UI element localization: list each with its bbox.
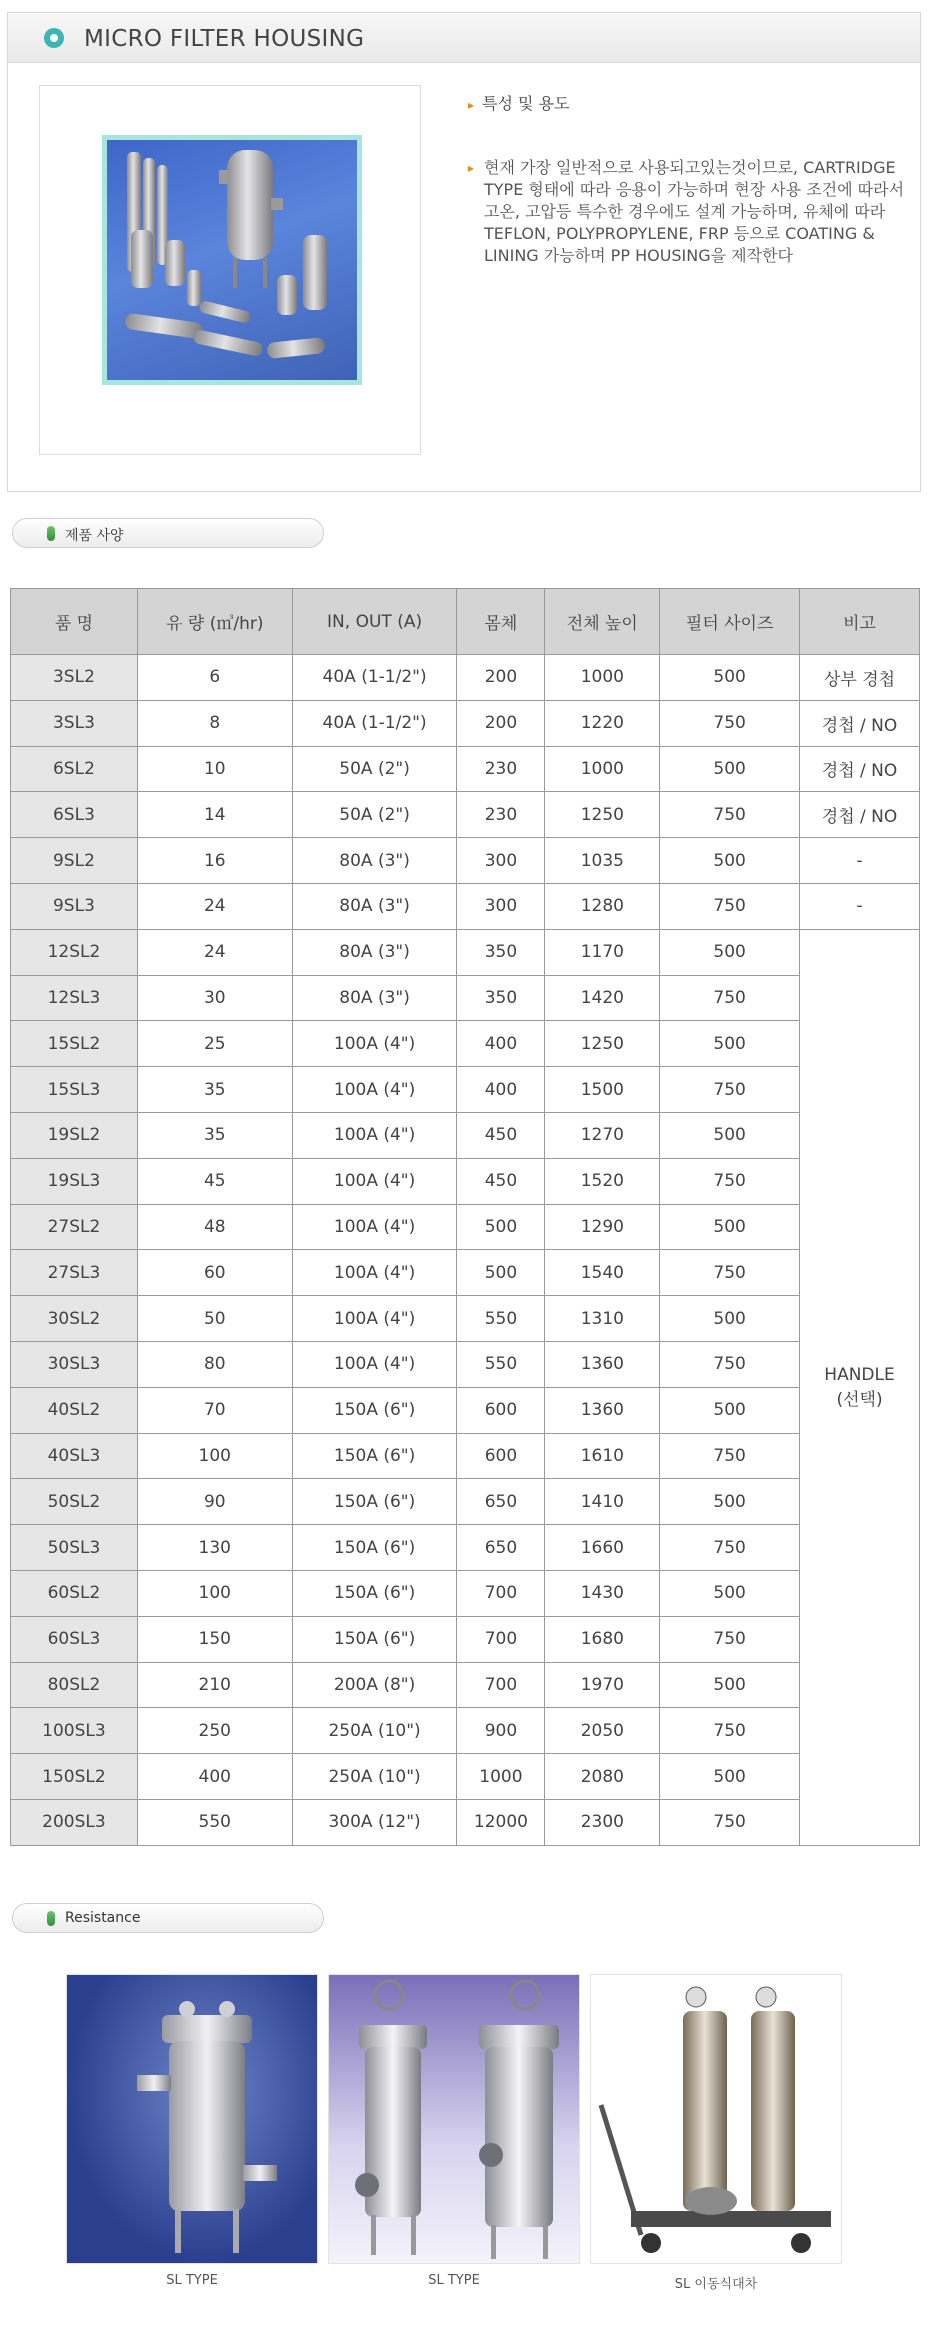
table-row: [11, 1708, 920, 1754]
table-cell: 750: [660, 1433, 800, 1479]
table-row: [11, 838, 920, 884]
col-header-height: 전체 높이: [545, 589, 660, 655]
table-cell: 650: [457, 1525, 545, 1571]
table-cell: 1360: [545, 1387, 660, 1433]
table-cell: 750: [660, 792, 800, 838]
table-row: [11, 1067, 920, 1113]
model-name-cell: 40SL2: [11, 1387, 138, 1433]
model-name-cell: 30SL3: [11, 1341, 138, 1387]
table-cell: 2300: [545, 1799, 660, 1845]
table-cell: 500: [660, 1112, 800, 1158]
table-cell: 500: [457, 1250, 545, 1296]
table-cell: 80A (3"): [292, 975, 457, 1021]
table-cell: 750: [660, 1067, 800, 1113]
table-row: [11, 975, 920, 1021]
table-cell: 100A (4"): [292, 1067, 457, 1113]
table-cell: 1270: [545, 1112, 660, 1158]
table-cell: 500: [660, 838, 800, 884]
feature-description: [468, 157, 908, 267]
table-cell: 8: [137, 700, 292, 746]
table-cell: 100A (4"): [292, 1204, 457, 1250]
table-cell: 150A (6"): [292, 1570, 457, 1616]
table-cell: 35: [137, 1112, 292, 1158]
model-name-cell: 60SL3: [11, 1616, 138, 1662]
table-cell: 45: [137, 1158, 292, 1204]
table-cell: 1500: [545, 1067, 660, 1113]
table-cell: 70: [137, 1387, 292, 1433]
table-row: [11, 655, 920, 701]
table-cell: 6: [137, 655, 292, 701]
table-cell: 500: [660, 1296, 800, 1342]
product-photo-sl-type-1: [66, 1974, 318, 2264]
table-cell: 1420: [545, 975, 660, 1021]
model-name-cell: 12SL3: [11, 975, 138, 1021]
table-cell: 350: [457, 975, 545, 1021]
table-row: [11, 1799, 920, 1845]
sl-mobile-cart-illustration: [591, 1975, 842, 2264]
product-photo-sl-type-2: [328, 1974, 580, 2264]
table-cell: 600: [457, 1387, 545, 1433]
col-header-name: 품 명: [11, 589, 138, 655]
table-cell: 300: [457, 838, 545, 884]
table-cell: 750: [660, 1616, 800, 1662]
table-cell: 500: [660, 1754, 800, 1800]
table-cell: 24: [137, 883, 292, 929]
spec-table: [10, 588, 920, 1846]
model-name-cell: 80SL2: [11, 1662, 138, 1708]
table-cell: 경첩 / NO: [800, 700, 920, 746]
product-caption-2: SL TYPE: [428, 2273, 480, 2288]
table-cell: 100: [137, 1433, 292, 1479]
table-cell: 50A (2"): [292, 746, 457, 792]
table-cell: 250: [137, 1708, 292, 1754]
table-cell: 750: [660, 700, 800, 746]
resistance-section-label: Resistance: [65, 1910, 141, 1926]
table-cell: 500: [660, 1204, 800, 1250]
table-row: [11, 1479, 920, 1525]
table-cell: -: [800, 838, 920, 884]
table-row: [11, 1570, 920, 1616]
green-pill-icon: [47, 1911, 55, 1926]
handle-note-line2: (선택): [836, 1389, 883, 1410]
table-cell: 150A (6"): [292, 1616, 457, 1662]
model-name-cell: 27SL3: [11, 1250, 138, 1296]
model-name-cell: 100SL3: [11, 1708, 138, 1754]
col-header-filter-size: 필터 사이즈: [660, 589, 800, 655]
model-name-cell: 3SL3: [11, 700, 138, 746]
table-cell: 100A (4"): [292, 1341, 457, 1387]
col-header-note: 비고: [800, 589, 920, 655]
table-cell: 1660: [545, 1525, 660, 1571]
table-cell: 750: [660, 1525, 800, 1571]
table-cell: 1000: [545, 655, 660, 701]
model-name-cell: 9SL2: [11, 838, 138, 884]
table-cell: 500: [660, 1021, 800, 1067]
table-cell: 1170: [545, 929, 660, 975]
table-row: [11, 1616, 920, 1662]
table-cell: 100A (4"): [292, 1158, 457, 1204]
table-cell: 210: [137, 1662, 292, 1708]
table-cell: 40A (1-1/2"): [292, 655, 457, 701]
table-cell: 230: [457, 746, 545, 792]
model-name-cell: 50SL2: [11, 1479, 138, 1525]
table-row: [11, 700, 920, 746]
model-name-cell: 19SL3: [11, 1158, 138, 1204]
table-cell: 80A (3"): [292, 838, 457, 884]
table-row: [11, 1112, 920, 1158]
table-cell: 300A (12"): [292, 1799, 457, 1845]
model-name-cell: 9SL3: [11, 883, 138, 929]
table-cell: 500: [457, 1204, 545, 1250]
table-row: [11, 1387, 920, 1433]
table-cell: 350: [457, 929, 545, 975]
table-cell: 100A (4"): [292, 1112, 457, 1158]
table-cell: 900: [457, 1708, 545, 1754]
table-cell: 1610: [545, 1433, 660, 1479]
table-cell: 230: [457, 792, 545, 838]
table-cell: 1410: [545, 1479, 660, 1525]
table-row: [11, 1433, 920, 1479]
table-row: [11, 883, 920, 929]
table-cell: 500: [660, 1387, 800, 1433]
circle-bullet-icon: [44, 28, 64, 48]
table-cell: 150A (6"): [292, 1479, 457, 1525]
model-name-cell: 6SL3: [11, 792, 138, 838]
col-header-inout: IN, OUT (A): [292, 589, 457, 655]
table-cell: 550: [457, 1296, 545, 1342]
table-cell: 700: [457, 1570, 545, 1616]
table-cell: 48: [137, 1204, 292, 1250]
table-cell: 30: [137, 975, 292, 1021]
table-cell: 700: [457, 1662, 545, 1708]
product-photo-sl-mobile-cart: [590, 1974, 842, 2264]
arrow-bullet-icon: ▸: [468, 161, 475, 175]
table-cell: 1220: [545, 700, 660, 746]
table-cell: 1250: [545, 1021, 660, 1067]
model-name-cell: 19SL2: [11, 1112, 138, 1158]
model-name-cell: 200SL3: [11, 1799, 138, 1845]
table-cell: 500: [660, 1662, 800, 1708]
table-cell: 130: [137, 1525, 292, 1571]
product-photo-frame: [39, 85, 421, 455]
page-title: MICRO FILTER HOUSING: [84, 26, 365, 52]
table-cell: 60: [137, 1250, 292, 1296]
table-row: [11, 1341, 920, 1387]
table-cell: 경첩 / NO: [800, 792, 920, 838]
col-header-flow: 유 량 (㎥/hr): [137, 589, 292, 655]
table-cell: 700: [457, 1616, 545, 1662]
table-cell: 100A (4"): [292, 1296, 457, 1342]
table-row: [11, 1204, 920, 1250]
feature-heading: [468, 91, 569, 114]
product-photo: [102, 135, 362, 385]
table-cell: 600: [457, 1433, 545, 1479]
table-cell: 2050: [545, 1708, 660, 1754]
product-caption-1: SL TYPE: [166, 2273, 218, 2288]
table-cell: 2080: [545, 1754, 660, 1800]
table-row: [11, 1662, 920, 1708]
table-row: [11, 746, 920, 792]
arrow-bullet-icon: ▸: [468, 98, 475, 112]
table-row: [11, 929, 920, 975]
table-cell: 250A (10"): [292, 1754, 457, 1800]
table-cell: 200: [457, 655, 545, 701]
table-row: [11, 1250, 920, 1296]
table-cell: 1000: [457, 1754, 545, 1800]
table-cell: 50A (2"): [292, 792, 457, 838]
table-cell: 80A (3"): [292, 883, 457, 929]
resistance-section-tab: [12, 1903, 324, 1933]
product-info-box: [7, 12, 921, 492]
table-cell: 200: [457, 700, 545, 746]
table-cell: 10: [137, 746, 292, 792]
table-cell: 750: [660, 1158, 800, 1204]
table-cell: 100A (4"): [292, 1021, 457, 1067]
table-cell: 1540: [545, 1250, 660, 1296]
model-name-cell: 6SL2: [11, 746, 138, 792]
table-cell: 1250: [545, 792, 660, 838]
table-cell: 650: [457, 1479, 545, 1525]
table-cell: 상부 경첩: [800, 655, 920, 701]
table-cell: 1290: [545, 1204, 660, 1250]
table-cell: 12000: [457, 1799, 545, 1845]
table-cell: 1970: [545, 1662, 660, 1708]
table-cell: 100: [137, 1570, 292, 1616]
table-cell: 500: [660, 1479, 800, 1525]
table-cell: 500: [660, 746, 800, 792]
table-cell: 150A (6"): [292, 1433, 457, 1479]
model-name-cell: 150SL2: [11, 1754, 138, 1800]
table-cell: 경첩 / NO: [800, 746, 920, 792]
table-cell: 450: [457, 1112, 545, 1158]
spec-section-tab: [12, 518, 324, 548]
spec-table-header-row: [11, 589, 920, 655]
table-row: [11, 1754, 920, 1800]
table-cell: 150A (6"): [292, 1387, 457, 1433]
table-cell: 24: [137, 929, 292, 975]
table-cell: 400: [137, 1754, 292, 1800]
table-cell: 400: [457, 1021, 545, 1067]
table-cell: 25: [137, 1021, 292, 1067]
filter-housings-illustration: [107, 140, 357, 380]
table-cell: 250A (10"): [292, 1708, 457, 1754]
table-cell: 300: [457, 883, 545, 929]
model-name-cell: 12SL2: [11, 929, 138, 975]
table-row: [11, 1296, 920, 1342]
table-row: [11, 1525, 920, 1571]
col-header-body: 몸체: [457, 589, 545, 655]
table-cell: 750: [660, 975, 800, 1021]
model-name-cell: 27SL2: [11, 1204, 138, 1250]
feature-heading-text: 특성 및 용도: [482, 94, 570, 113]
table-cell: 750: [660, 883, 800, 929]
spec-table-body: [11, 655, 920, 1846]
table-cell: 1360: [545, 1341, 660, 1387]
table-cell: -: [800, 883, 920, 929]
table-cell: 500: [660, 1570, 800, 1616]
model-name-cell: 15SL2: [11, 1021, 138, 1067]
table-cell: 1280: [545, 883, 660, 929]
table-cell: 550: [457, 1341, 545, 1387]
table-cell: 750: [660, 1250, 800, 1296]
table-cell: 500: [660, 655, 800, 701]
table-cell: 1520: [545, 1158, 660, 1204]
table-cell: 1680: [545, 1616, 660, 1662]
table-cell: 550: [137, 1799, 292, 1845]
table-cell: 450: [457, 1158, 545, 1204]
model-name-cell: 15SL3: [11, 1067, 138, 1113]
model-name-cell: 40SL3: [11, 1433, 138, 1479]
table-row: [11, 792, 920, 838]
table-cell: 80A (3"): [292, 929, 457, 975]
table-row: [11, 1158, 920, 1204]
green-pill-icon: [47, 526, 55, 541]
table-cell: 1035: [545, 838, 660, 884]
table-cell: 400: [457, 1067, 545, 1113]
table-cell: 16: [137, 838, 292, 884]
sl-type-twin-housing-illustration: [329, 1975, 580, 2264]
table-cell: 200A (8"): [292, 1662, 457, 1708]
table-cell: 1000: [545, 746, 660, 792]
table-cell: 14: [137, 792, 292, 838]
table-cell: 1310: [545, 1296, 660, 1342]
table-cell: 750: [660, 1708, 800, 1754]
table-cell: 500: [660, 929, 800, 975]
table-cell: 750: [660, 1341, 800, 1387]
table-cell: 150A (6"): [292, 1525, 457, 1571]
product-caption-3: SL 이동식대차: [674, 2277, 758, 2292]
table-cell: 1430: [545, 1570, 660, 1616]
table-cell: 100A (4"): [292, 1250, 457, 1296]
spec-section-label: 제품 사양: [65, 528, 124, 544]
title-bar: [8, 13, 920, 63]
handle-note-line1: HANDLE: [824, 1364, 895, 1385]
table-cell: 50: [137, 1296, 292, 1342]
table-cell: 150: [137, 1616, 292, 1662]
model-name-cell: 50SL3: [11, 1525, 138, 1571]
table-cell: 40A (1-1/2"): [292, 700, 457, 746]
table-cell: 35: [137, 1067, 292, 1113]
table-row: [11, 1021, 920, 1067]
table-cell: 750: [660, 1799, 800, 1845]
feature-description-text: 현재 가장 일반적으로 사용되고있는것이므로, CARTRIDGE TYPE 형태에 따라 응용이 가능하며 현장 사용 조건에 따라서 고온, 고압등 특수한 경우에도 설계 가능하며, 유체에 따라 TEFLON, POLYPROPYLENE, FRP 등으로 COATING & LINING 가능하며 PP HOUSING을 제작한다: [484, 158, 905, 265]
table-cell: 90: [137, 1479, 292, 1525]
handle-note-cell: [800, 929, 920, 1845]
sl-type-housing-illustration: [67, 1975, 318, 2264]
table-cell: 80: [137, 1341, 292, 1387]
model-name-cell: 3SL2: [11, 655, 138, 701]
model-name-cell: 30SL2: [11, 1296, 138, 1342]
model-name-cell: 60SL2: [11, 1570, 138, 1616]
